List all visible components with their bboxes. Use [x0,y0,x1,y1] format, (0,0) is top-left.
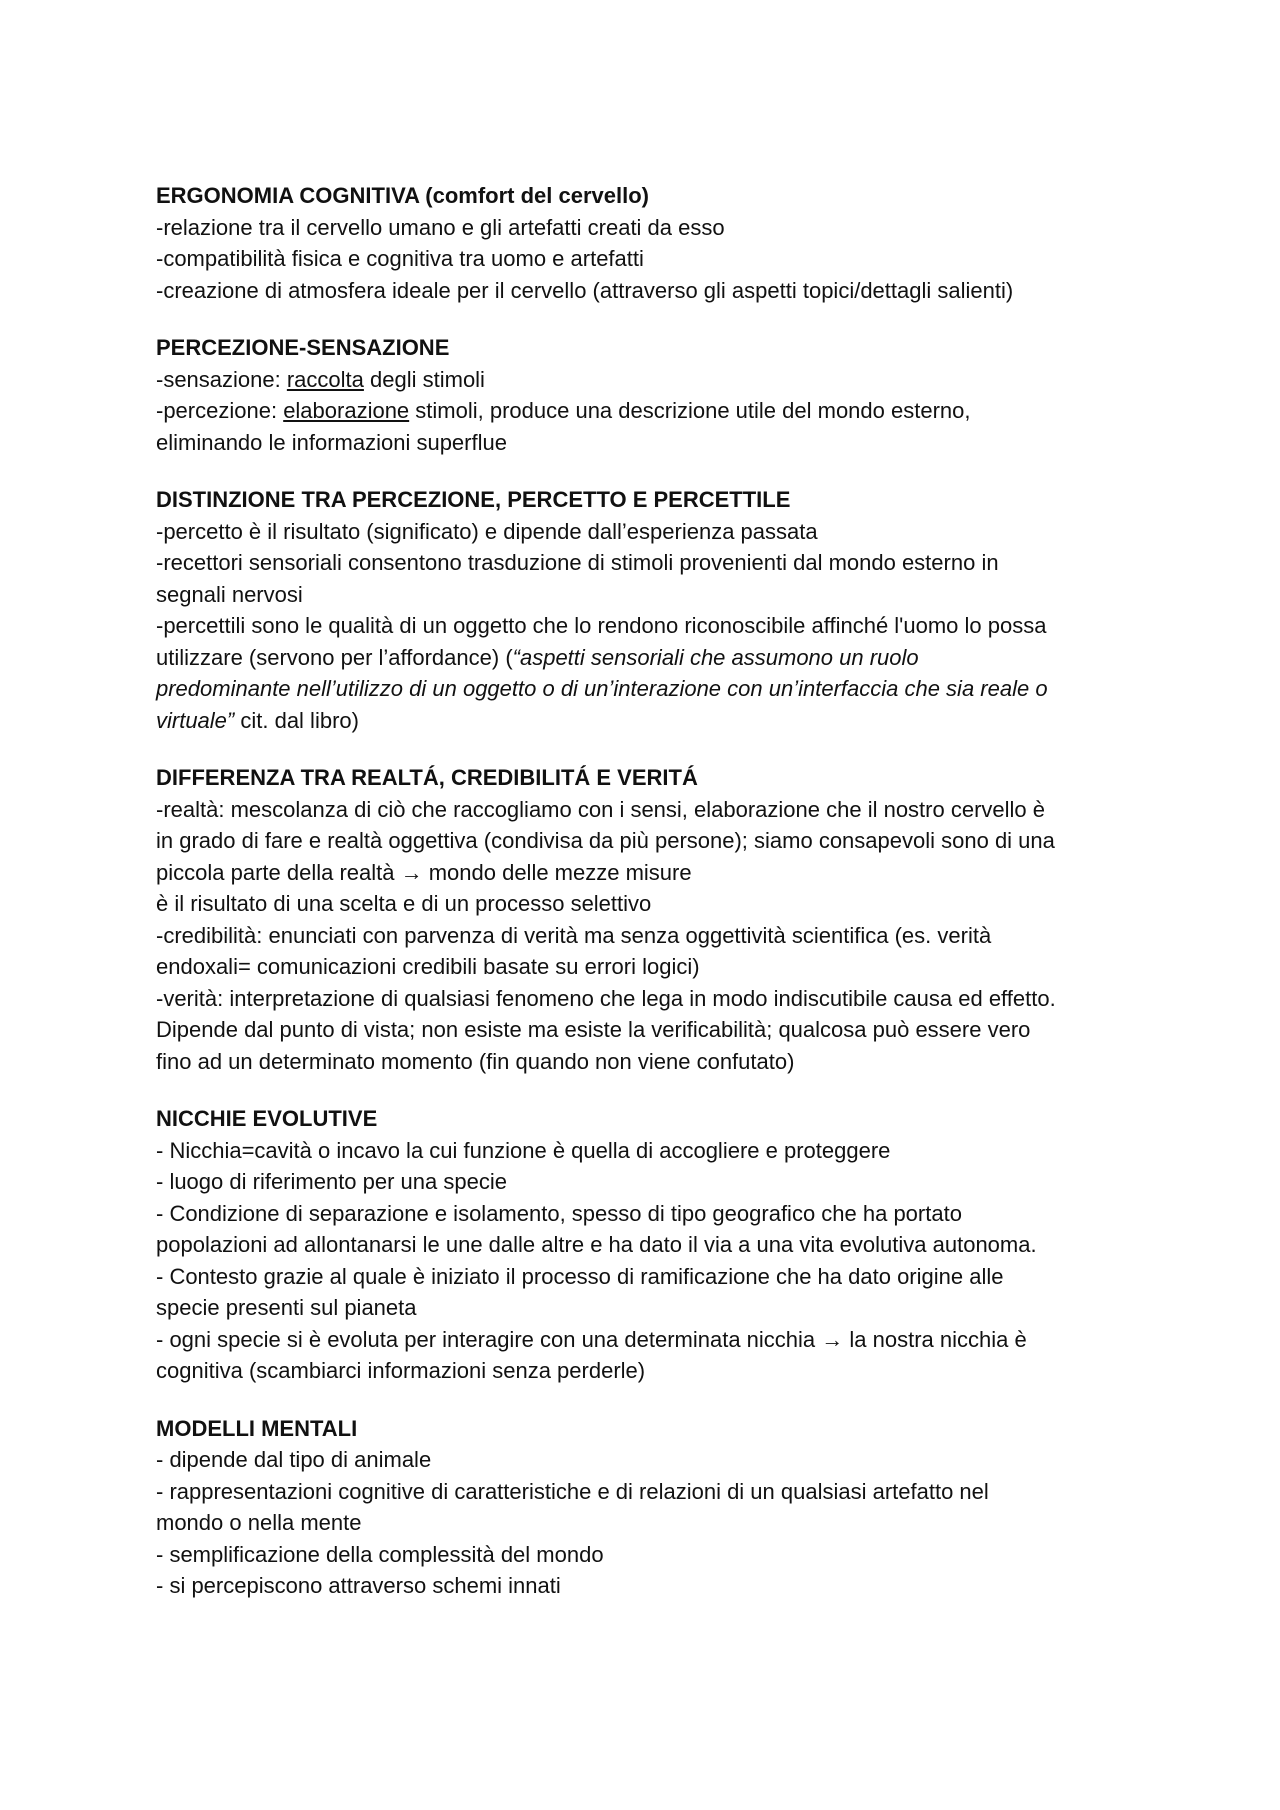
section-heading: DIFFERENZA TRA REALTÁ, CREDIBILITÁ E VERITÁ [156,765,698,790]
text-line: fino ad un determinato momento (fin quando non viene confutato) [156,1048,795,1074]
text-line: -verità: interpretazione di qualsiasi fenomeno che lega in modo indiscutibile causa ed effetto. [156,985,1056,1011]
text-line: - rappresentazioni cognitive di caratteristiche e di relazioni di un qualsiasi artefatto nel [156,1478,989,1504]
text-fragment: -percezione: [156,398,284,423]
text-line: - si percepiscono attraverso schemi innati [156,1573,561,1598]
text-line: -percettili sono le qualità di un oggetto che lo rendono riconoscibile affinché l'uomo lo possa [156,613,1047,638]
section-distinzione [156,484,1136,736]
section-ergonomia-cognitiva [156,180,1136,306]
text-line [156,395,1136,427]
text-line: -credibilità: enunciati con parvenza di verità ma senza oggettività scientifica (es. verità [156,922,992,948]
text-line: -recettori sensoriali consentono trasduzione di stimoli provenienti dal mondo esterno in [156,550,999,575]
italic-quote: virtuale” [156,707,235,733]
text-line: -realtà: mescolanza di ciò che raccogliamo con i sensi, elaborazione che il nostro cervello è [156,796,1046,822]
text-fragment: degli stimoli [363,366,485,392]
text-line: - semplificazione della complessità del mondo [156,1541,604,1567]
section-heading: NICCHIE EVOLUTIVE [156,1106,378,1131]
text-line: endoxali= comunicazioni credibili basate su errori logici) [156,954,700,979]
section-differenza [156,762,1136,1077]
text-line [156,705,1136,737]
text-line: segnali nervosi [156,581,303,607]
section-heading: PERCEZIONE-SENSAZIONE [156,335,450,360]
text-line [156,364,1136,396]
text-line: è il risultato di una scelta e di un processo selettivo [156,891,652,916]
text-line: -compatibilità fisica e cognitiva tra uomo e artefatti [156,246,644,271]
document-page [156,180,1136,1628]
text-line: mondo o nella mente [156,1510,362,1535]
text-line: popolazioni ad allontanarsi le une dalle altre e ha dato il via a una vita evolutiva autonoma. [156,1232,1037,1257]
text-line: - ogni specie si è evoluta per interagire con una determinata nicchia → la nostra nicchia è [156,1326,1027,1352]
text-fragment: cit. dal libro) [234,707,359,733]
italic-quote: predominante nell’utilizzo di un oggetto o di un’interazione con un’interfaccia che sia reale o [156,676,1048,701]
text-line: Dipende dal punto di vista; non esiste ma esiste la verificabilità; qualcosa può essere vero [156,1017,1031,1042]
text-fragment: utilizzare (servono per l’affordance) ( [156,644,513,670]
text-line [156,673,1136,705]
text-fragment: -sensazione: [156,366,287,392]
text-line: - dipende dal tipo di animale [156,1447,432,1472]
text-line: eliminando le informazioni superflue [156,429,507,455]
text-line [156,642,1136,674]
text-line: - luogo di riferimento per una specie [156,1169,507,1194]
underlined-term: raccolta [286,366,364,392]
text-line: - Condizione di separazione e isolamento, spesso di tipo geografico che ha portato [156,1200,962,1226]
text-line: -creazione di atmosfera ideale per il cervello (attraverso gli aspetti topici/dettagli salienti) [156,277,1014,303]
text-fragment: stimoli, produce una descrizione utile del mondo esterno, [409,398,971,423]
section-percezione-sensazione [156,332,1136,458]
text-line: cognitiva (scambiarci informazioni senza perderle) [156,1358,646,1383]
section-heading: ERGONOMIA COGNITIVA (comfort del cervello) [156,183,650,208]
text-line: piccola parte della realtà → mondo delle mezze misure [156,859,692,885]
section-nicchie-evolutive [156,1103,1136,1387]
text-line: -percetto è il risultato (significato) e dipende dall’esperienza passata [156,518,818,544]
text-line: - Nicchia=cavità o incavo la cui funzione è quella di accogliere e proteggere [156,1137,891,1163]
section-modelli-mentali [156,1413,1136,1602]
section-heading: MODELLI MENTALI [156,1415,358,1441]
text-line: -relazione tra il cervello umano e gli artefatti creati da esso [156,214,725,240]
section-heading: DISTINZIONE TRA PERCEZIONE, PERCETTO E PERCETTILE [156,487,791,512]
underlined-term: elaborazione [283,398,410,423]
italic-quote: “aspetti sensoriali che assumono un ruolo [512,644,919,670]
text-line: in grado di fare e realtà oggettiva (condivisa da più persone); siamo consapevoli sono di una [156,828,1055,853]
text-line: - Contesto grazie al quale è iniziato il processo di ramificazione che ha dato origine alle [156,1263,1004,1289]
text-line: specie presenti sul pianeta [156,1295,417,1320]
